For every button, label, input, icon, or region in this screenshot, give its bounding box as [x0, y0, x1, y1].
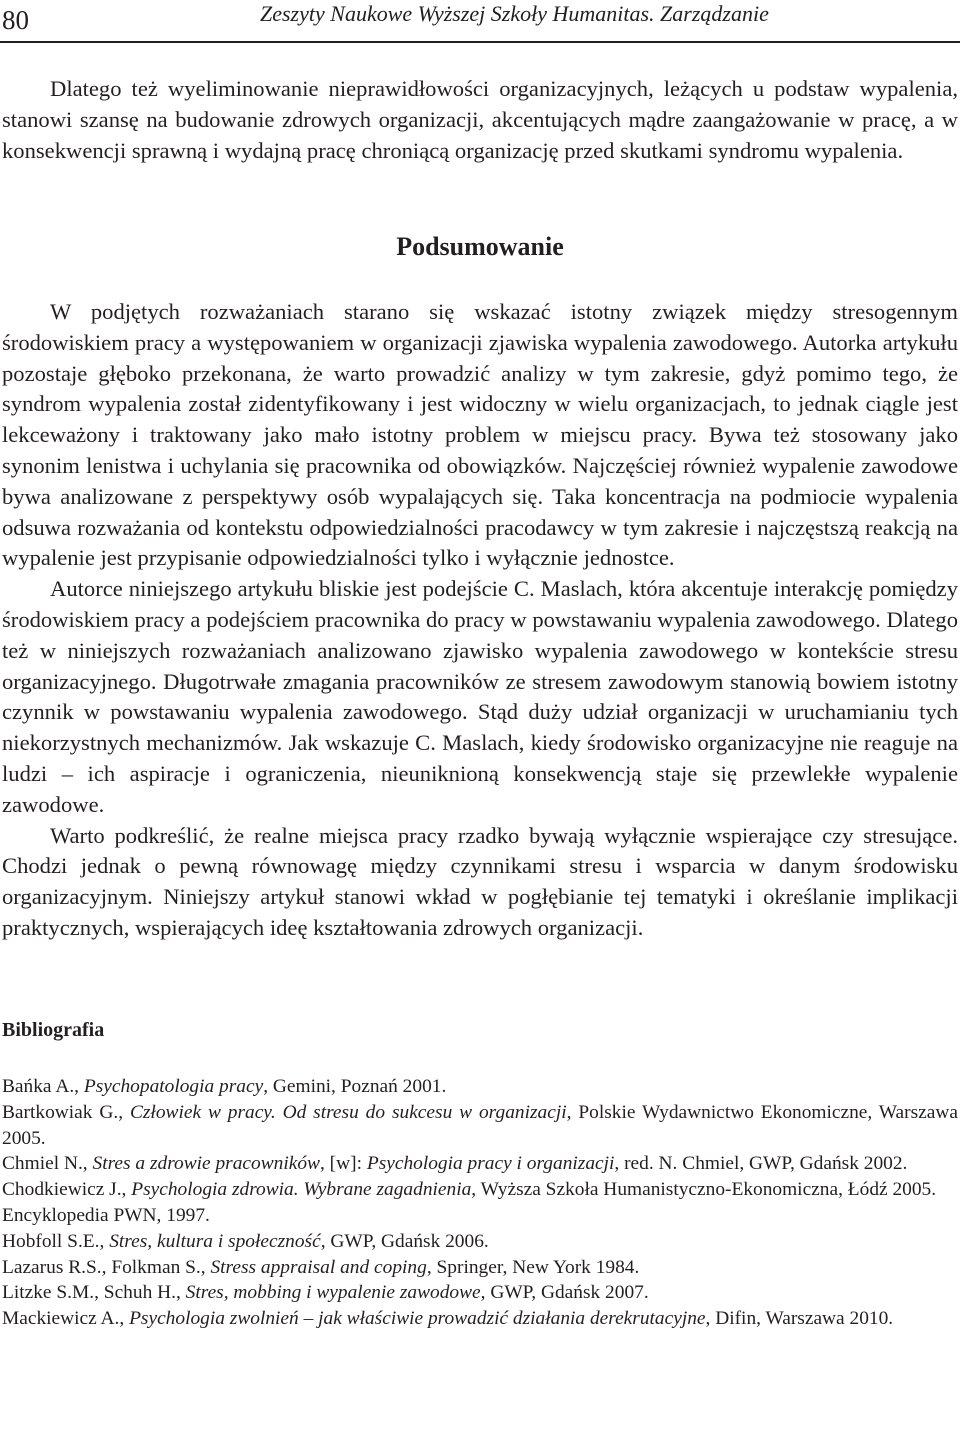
bib-title: Stres, kultura i społeczność [109, 1230, 321, 1252]
bib-publisher: , Springer, New York 1984. [426, 1256, 640, 1278]
bib-author: Mackiewicz A., [2, 1308, 130, 1330]
bib-author: Chodkiewicz J., [2, 1179, 132, 1201]
bib-author: Chmiel N., [2, 1153, 93, 1175]
bibliography-entry [2, 1229, 958, 1255]
section-heading: Podsumowanie [396, 232, 564, 261]
bib-publisher: , Difin, Warszawa 2010. [705, 1308, 894, 1330]
bib-title: Stress appraisal and coping [210, 1256, 427, 1278]
bib-publisher: , GWP, Gdańsk 2007. [480, 1282, 649, 1304]
running-header [0, 0, 960, 44]
bib-publisher: , Polskie Wydawnictwo Ekonomiczne, Warszawa 2005. [2, 1101, 958, 1149]
summary-paragraph: Autorce niniejszego artykułu bliskie jest podejście C. Maslach, która akcentuje interakcję pomiędzy środowiskiem pracy a podejściem pracownika do pracy w powstawaniu wypalenia zawodowego. Dlatego też w niniejszych rozważaniach analizowano zjawisko wypalenia zawodowego w kontekście stresu organizacyjnego. Długotrwałe zmagania pracowników ze stresem zawodowym stanowią bowiem istotny czynnik w powstawaniu wypalenia zawodowego. Stąd duży udział organizacji w uruchamianiu tych niekorzystnych mechanizmów. Jak wskazuje C. Maslach, kiedy środowisko organizacyjne nie reaguje na ludzi – ich aspiracje i ograniczenia, nieuniknioną konsekwencją staje się przewlekłe wypalenie zawodowe. [2, 576, 958, 817]
bib-author: Encyklopedia PWN, 1997. [2, 1204, 210, 1226]
summary-section [2, 297, 958, 944]
bib-author: Litzke S.M., Schuh H., [2, 1282, 186, 1304]
bibliography-entry [2, 1255, 958, 1281]
bibliography-heading: Bibliografia [2, 1019, 105, 1041]
bibliography-entry [2, 1100, 958, 1152]
intro-paragraph: Dlatego też wyeliminowanie nieprawidłowości organizacyjnych, leżących u podstaw wypalenia, stanowi szansę na budowanie zdrowych organizacji, akcentujących mądre zaangażowanie w pracę, a w konsekwencji sprawną i wydajną pracę chroniącą organizację przed skutkami syndromu wypalenia. [2, 76, 958, 163]
bib-publisher: , Wyższa Szkoła Humanistyczno-Ekonomiczna, Łódź 2005. [471, 1179, 937, 1201]
bibliography-entry [2, 1203, 958, 1229]
bib-title: Stres a zdrowie pracowników [92, 1153, 320, 1175]
bib-title: Psychologia zdrowia. Wybrane zagadnienia [131, 1179, 472, 1201]
bib-publisher: , red. N. Chmiel, GWP, Gdańsk 2002. [614, 1153, 908, 1175]
bib-author: Bartkowiak G., [2, 1101, 130, 1123]
bib-author: Hobfoll S.E., [2, 1230, 110, 1252]
bib-publisher: , Gemini, Poznań 2001. [263, 1076, 447, 1097]
bib-publisher: , GWP, Gdańsk 2006. [320, 1230, 489, 1252]
bib-author: Bańka A., [2, 1076, 84, 1097]
page-number: 80 [2, 5, 29, 35]
bib-book-title: Psychologia pracy i organizacji [366, 1153, 615, 1175]
bibliography-entry [2, 1074, 958, 1100]
bibliography-list [2, 1074, 958, 1332]
bib-title: Stres, mobbing i wypalenie zawodowe [185, 1282, 481, 1304]
bib-title: Psychopatologia pracy [83, 1076, 264, 1097]
summary-paragraph: Warto podkreślić, że realne miejsca pracy rzadko bywają wyłącznie wspierające czy stresujące. Chodzi jednak o pewną równowagę między czynnikami stresu i wsparcia w danym środowisku organizacyjnym. Niniejszy artykuł stanowi wkład w pogłębianie tej tematyki i określanie implikacji praktycznych, wspierających ideę kształtowania zdrowych organizacji. [2, 822, 958, 940]
journal-title: Zeszyty Naukowe Wyższej Szkoły Humanitas. Zarządzanie [260, 1, 769, 26]
bibliography-entry [2, 1177, 958, 1203]
bib-title: Psychologia zwolnień – jak właściwie prowadzić działania derekrutacyjne [129, 1308, 706, 1330]
header-rule [0, 41, 960, 43]
bib-title: Człowiek w pracy. Od stresu do sukcesu w organizacji [129, 1101, 567, 1123]
bibliography-entry [2, 1280, 958, 1306]
summary-paragraph: W podjętych rozważaniach starano się wskazać istotny związek między stresogennym środowiskiem pracy a występowaniem w organizacji zjawiska wypalenia zawodowego. Autorka artykułu pozostaje głęboko przekonana, że warto prowadzić analizy w tym zakresie, gdyż pomimo tego, że syndrom wypalenia został zidentyfikowany i jest widoczny w wielu organizacjach, to jednak ciągle jest lekceważony i traktowany jako mało istotny problem w miejscu pracy. Bywa też stosowany jako synonim lenistwa i uchylania się pracownika od obowiązków. Najczęściej również wypalenie zawodowe bywa analizowane z perspektywy osób wypalających się. Taka koncentracja na podmiocie wypalenia odsuwa rozważania od kontekstu odpowiedzialności pracodawcy w tym zakresie i najczęstszą reakcją na wypalenie jest przypisanie odpowiedzialności tylko i wyłącznie jednostce. [2, 299, 958, 571]
bib-connector: , [w]: [319, 1153, 367, 1175]
bibliography-entry [2, 1151, 958, 1177]
bib-author: Lazarus R.S., Folkman S., [2, 1256, 211, 1278]
bibliography-entry [2, 1306, 958, 1332]
